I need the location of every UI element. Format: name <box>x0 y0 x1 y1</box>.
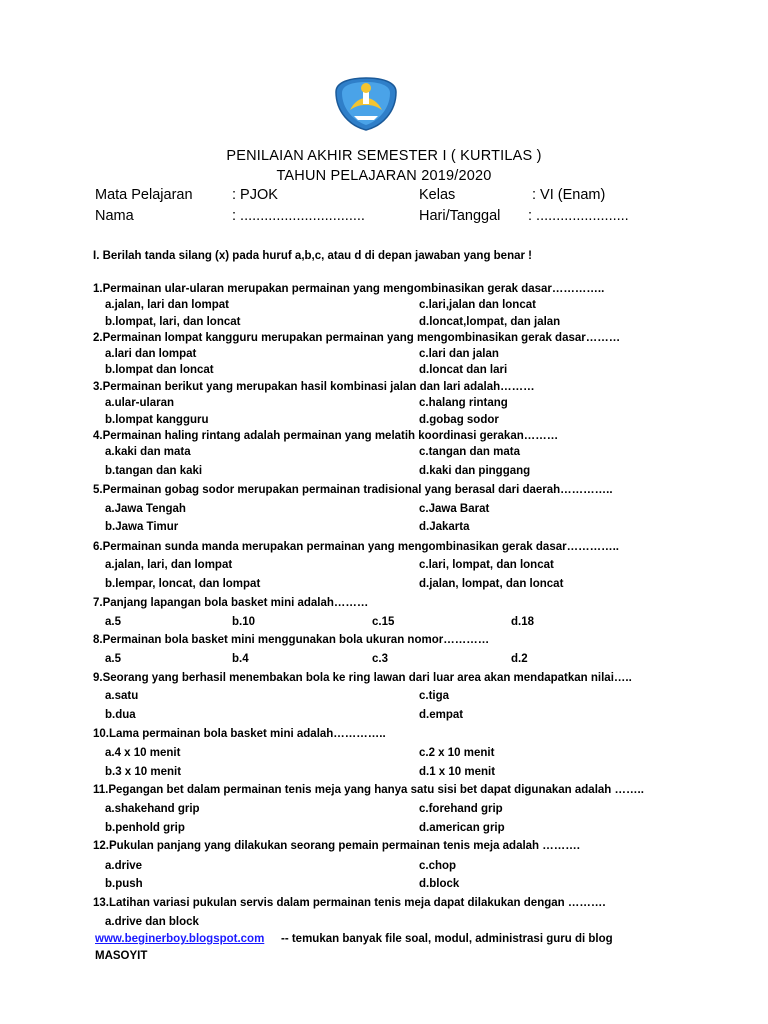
option-c: c.tiga <box>419 690 450 702</box>
name-label: Nama <box>95 208 134 224</box>
option-a: a.Jawa Tengah <box>105 503 186 515</box>
option-d: d.empat <box>419 709 464 721</box>
option-b: b.lompat dan loncat <box>105 364 214 376</box>
footer-text-continued: MASOYIT <box>95 950 148 962</box>
instruction: I. Berilah tanda silang (x) pada huruf a,b,c, atau d di depan jawaban yang benar ! <box>93 250 532 262</box>
tut-wuri-handayani-logo <box>332 76 400 132</box>
option-c: c.halang rintang <box>419 397 508 409</box>
question-6: 6.Permainan sunda manda merupakan permainan yang mengombinasikan gerak dasar………….. <box>93 541 619 553</box>
option-b: b.lompat, lari, dan loncat <box>105 316 241 328</box>
option-a: a.jalan, lari dan lompat <box>105 299 229 311</box>
option-a: a.drive dan block <box>105 916 199 928</box>
option-d: d.gobag sodor <box>419 414 499 426</box>
option-b: b.penhold grip <box>105 822 185 834</box>
question-12: 12.Pukulan panjang yang dilakukan seorang pemain permainan tenis meja adalah ………. <box>93 840 580 852</box>
question-4: 4.Permainan haling rintang adalah permainan yang melatih koordinasi gerakan……… <box>93 430 559 442</box>
subject-value: : PJOK <box>232 187 278 203</box>
option-a: a.kaki dan mata <box>105 446 191 458</box>
option-d: d.1 x 10 menit <box>419 766 496 778</box>
option-c: c.Jawa Barat <box>419 503 490 515</box>
option-b: b.lempar, loncat, dan lompat <box>105 578 261 590</box>
date-label: Hari/Tanggal <box>419 208 501 224</box>
option-d: d.2 <box>511 653 528 665</box>
option-b: b.push <box>105 878 143 890</box>
option-c: c.2 x 10 menit <box>419 747 495 759</box>
option-d: d.Jakarta <box>419 521 470 533</box>
option-a: a.ular-ularan <box>105 397 175 409</box>
option-a: a.satu <box>105 690 139 702</box>
question-5: 5.Permainan gobag sodor merupakan permainan tradisional yang berasal dari daerah………….. <box>93 484 613 496</box>
option-b: b.tangan dan kaki <box>105 465 203 477</box>
question-9: 9.Seorang yang berhasil menembakan bola ke ring lawan dari luar area akan mendapatkan nilai….. <box>93 672 632 684</box>
blog-link[interactable]: www.beginerboy.blogspot.com <box>95 933 265 945</box>
option-d: d.american grip <box>419 822 505 834</box>
option-a: a.drive <box>105 860 143 872</box>
name-field: : ............................... <box>232 208 365 224</box>
class-value: : VI (Enam) <box>532 187 606 203</box>
option-d: d.kaki dan pinggang <box>419 465 531 477</box>
exam-title: PENILAIAN AKHIR SEMESTER I ( KURTILAS ) <box>226 148 542 164</box>
question-2: 2.Permainan lompat kangguru merupakan permainan yang mengombinasikan gerak dasar……… <box>93 332 621 344</box>
option-b: b.dua <box>105 709 136 721</box>
option-c: c.forehand grip <box>419 803 503 815</box>
option-a: a.jalan, lari, dan lompat <box>105 559 233 571</box>
question-8: 8.Permainan bola basket mini menggunakan bola ukuran nomor………… <box>93 634 490 646</box>
option-c: c.lari, lompat, dan loncat <box>419 559 554 571</box>
option-d: d.18 <box>511 616 535 628</box>
option-c: c.3 <box>372 653 388 665</box>
option-c: c.chop <box>419 860 457 872</box>
question-7: 7.Panjang lapangan bola basket mini adalah……… <box>93 597 369 609</box>
option-c: c.lari,jalan dan loncat <box>419 299 536 311</box>
option-c: c.lari dan jalan <box>419 348 499 360</box>
question-3: 3.Permainan berikut yang merupakan hasil kombinasi jalan dan lari adalah……… <box>93 381 535 393</box>
footer-text: -- temukan banyak file soal, modul, administrasi guru di blog <box>281 933 613 945</box>
option-b: b.3 x 10 menit <box>105 766 182 778</box>
option-a: a.lari dan lompat <box>105 348 197 360</box>
option-a: a.shakehand grip <box>105 803 200 815</box>
option-d: d.loncat,lompat, dan jalan <box>419 316 561 328</box>
question-1: 1.Permainan ular-ularan merupakan permainan yang mengombinasikan gerak dasar………….. <box>93 283 605 295</box>
option-c: c.tangan dan mata <box>419 446 520 458</box>
option-a: a.5 <box>105 616 121 628</box>
option-b: b.lompat kangguru <box>105 414 209 426</box>
question-13: 13.Latihan variasi pukulan servis dalam permainan tenis meja dapat dilakukan dengan ………. <box>93 897 606 909</box>
option-a: a.5 <box>105 653 121 665</box>
option-c: c.15 <box>372 616 395 628</box>
option-d: d.jalan, lompat, dan loncat <box>419 578 564 590</box>
academic-year: TAHUN PELAJARAN 2019/2020 <box>276 168 492 184</box>
option-b: b.4 <box>232 653 249 665</box>
option-a: a.4 x 10 menit <box>105 747 181 759</box>
class-label: Kelas <box>419 187 456 203</box>
subject-label: Mata Pelajaran <box>95 187 193 203</box>
option-b: b.Jawa Timur <box>105 521 179 533</box>
question-10: 10.Lama permainan bola basket mini adalah………….. <box>93 728 386 740</box>
option-d: d.loncat dan lari <box>419 364 508 376</box>
question-11: 11.Pegangan bet dalam permainan tenis meja yang hanya satu sisi bet dapat digunakan adalah …….. <box>93 784 644 796</box>
option-b: b.10 <box>232 616 256 628</box>
option-d: d.block <box>419 878 460 890</box>
date-field: : ....................... <box>528 208 629 224</box>
